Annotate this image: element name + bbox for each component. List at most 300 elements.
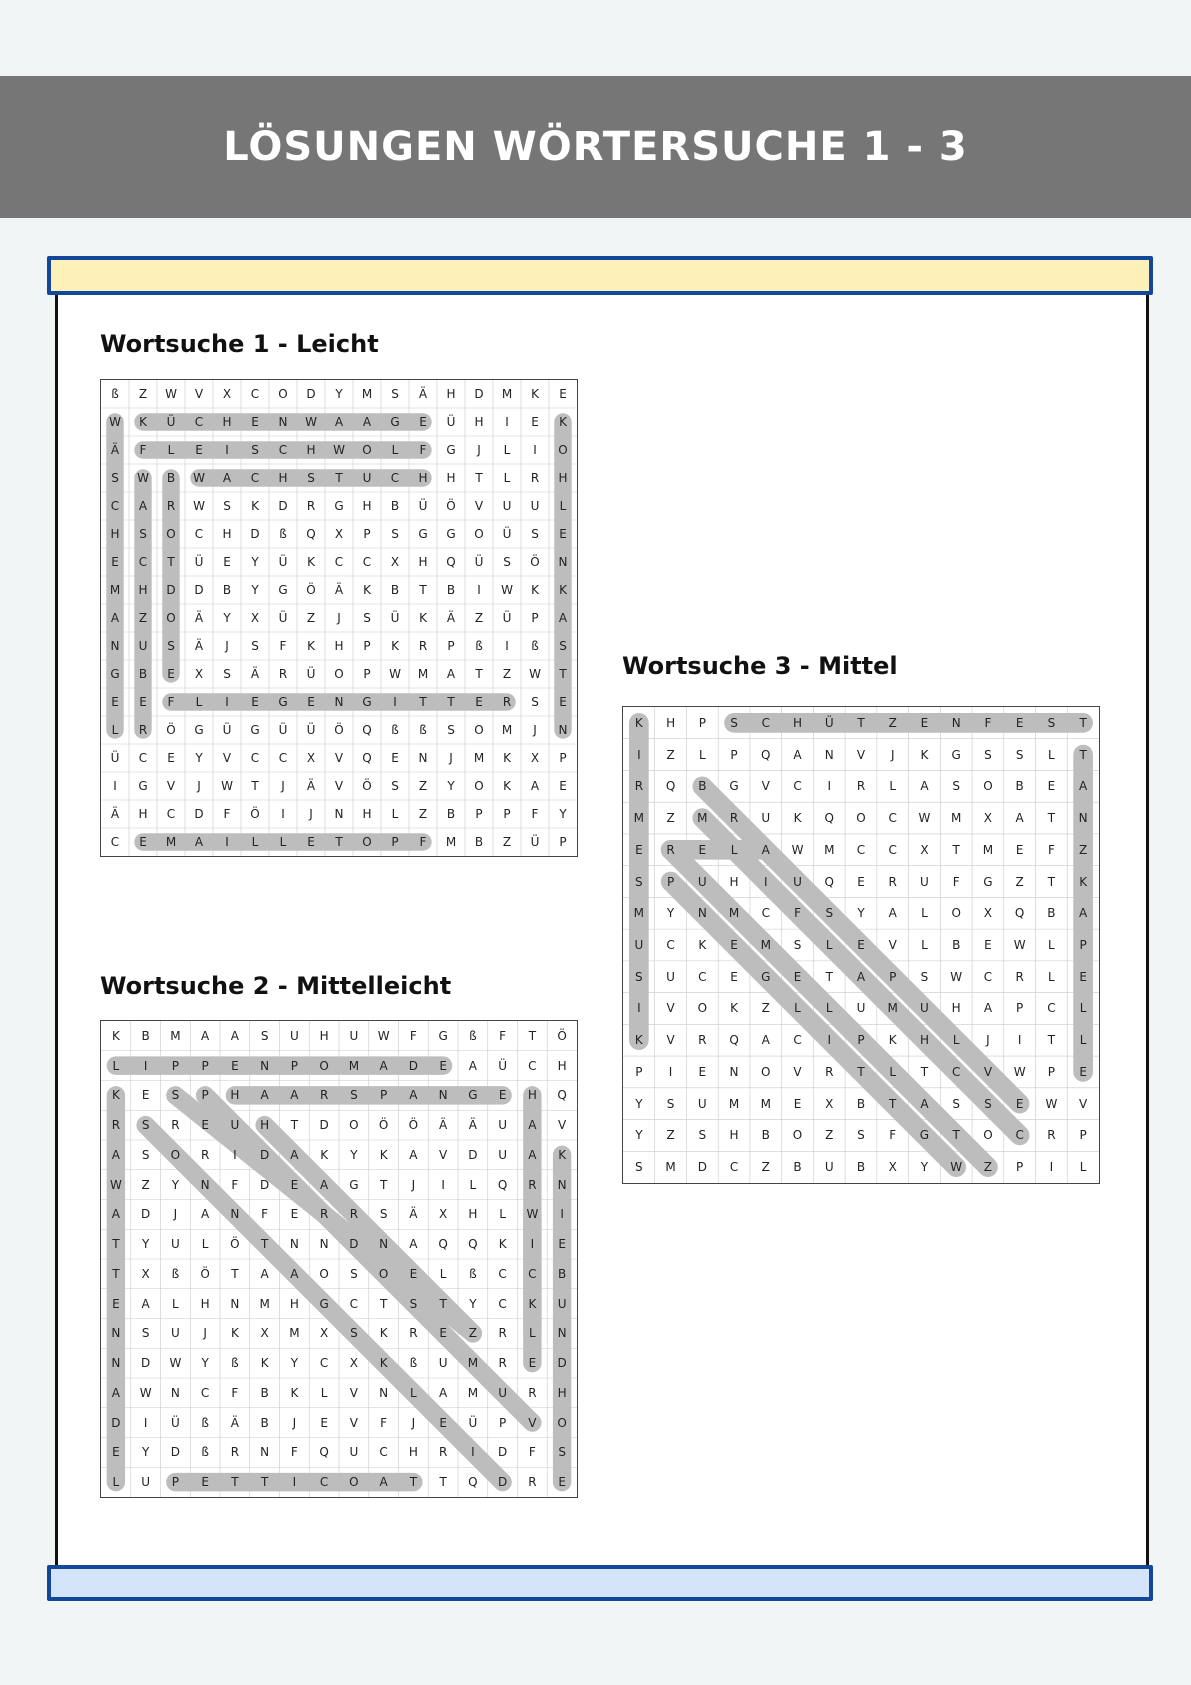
grid-letter: A xyxy=(920,779,929,794)
grid-letter: V xyxy=(194,387,204,401)
grid-letter: H xyxy=(138,807,148,821)
header-banner xyxy=(0,76,1191,218)
grid-letter: C xyxy=(166,807,176,821)
grid-letter: A xyxy=(201,1028,210,1043)
grid-letter: X xyxy=(983,811,993,826)
grid-letter: S xyxy=(251,443,259,457)
grid-letter: Ö xyxy=(200,1266,210,1281)
grid-letter: G xyxy=(418,527,428,541)
grid-letter: M xyxy=(760,937,771,952)
grid-letter: E xyxy=(857,874,865,889)
grid-letter: O xyxy=(334,667,344,681)
grid-letter: E xyxy=(112,1445,120,1460)
grid-letter: G xyxy=(250,723,260,737)
grid-letter: Ü xyxy=(194,555,204,569)
grid-letter: T xyxy=(335,835,343,849)
grid-letter: I xyxy=(533,443,537,457)
grid-letter: F xyxy=(409,1028,417,1043)
grid-letter: Y xyxy=(171,1177,180,1192)
grid-letter: S xyxy=(857,1128,865,1143)
grid-letter: Y xyxy=(447,779,455,793)
grid-letter: Z xyxy=(468,1326,477,1341)
grid-letter: Ü xyxy=(530,835,540,849)
grid-letter: K xyxy=(634,715,643,730)
grid-letter: T xyxy=(409,1475,418,1490)
grid-letter: H xyxy=(446,471,456,485)
grid-letter: U xyxy=(824,1160,834,1175)
grid-letter: V xyxy=(666,1001,675,1016)
grid-letter: K xyxy=(503,779,511,793)
grid-letter: J xyxy=(292,1415,297,1430)
grid-letter: L xyxy=(889,1064,897,1079)
grid-letter: A xyxy=(290,1266,299,1281)
grid-letter: U xyxy=(141,1475,151,1490)
grid-letter: S xyxy=(223,499,231,513)
grid-letter: N xyxy=(951,715,961,730)
grid-letter: H xyxy=(557,1058,567,1073)
grid-letter: T xyxy=(439,1296,447,1311)
grid-letter: O xyxy=(558,443,568,457)
grid-letter: R xyxy=(634,779,644,794)
grid-letter: S xyxy=(171,1088,180,1103)
grid-letter: O xyxy=(474,779,484,793)
grid-letter: T xyxy=(1047,811,1056,826)
grid-letter: P xyxy=(201,1058,209,1073)
grid-letter: R xyxy=(278,667,288,681)
grid-letter: R xyxy=(856,779,866,794)
grid-letter: Y xyxy=(201,1356,209,1371)
grid-letter: Ü xyxy=(502,611,512,625)
grid-letter: G xyxy=(729,779,739,794)
grid-letter: ß xyxy=(111,387,119,401)
grid-letter: I xyxy=(1017,1033,1022,1048)
grid-letter: N xyxy=(260,1058,270,1073)
grid-letter: V xyxy=(474,499,484,513)
grid-letter: P xyxy=(730,747,738,762)
grid-letter: B xyxy=(856,1096,866,1111)
grid-letter: M xyxy=(348,1058,360,1073)
grid-letter: B xyxy=(698,779,707,794)
grid-letter: E xyxy=(698,842,707,857)
grid-letter: B xyxy=(952,937,961,952)
grid-letter: O xyxy=(557,1415,567,1430)
grid-letter: C xyxy=(698,969,707,984)
grid-letter: B xyxy=(761,1128,770,1143)
grid-letter: F xyxy=(528,1445,536,1460)
grid-letter: J xyxy=(337,611,341,625)
grid-letter: E xyxy=(531,415,539,429)
grid-letter: S xyxy=(141,1326,150,1341)
grid-letter: R xyxy=(171,1118,180,1133)
grid-letter: E xyxy=(307,695,315,709)
grid-letter: N xyxy=(230,1207,240,1222)
grid-letter: Ü xyxy=(306,723,316,737)
grid-letter: R xyxy=(438,1445,448,1460)
grid-letter: T xyxy=(825,969,833,984)
grid-letter: S xyxy=(698,1128,707,1143)
grid-letter: B xyxy=(1047,906,1056,921)
grid-letter: W xyxy=(529,667,541,681)
grid-letter: F xyxy=(223,807,231,821)
grid-letter: M xyxy=(467,1385,479,1400)
grid-letter: I xyxy=(225,835,229,849)
grid-letter: H xyxy=(666,715,676,730)
grid-letter: F xyxy=(419,443,427,457)
grid-letter: L xyxy=(469,1177,477,1192)
grid-letter: P xyxy=(171,1058,179,1073)
grid-letter: S xyxy=(391,527,399,541)
grid-letter: X xyxy=(349,1356,358,1371)
grid-letter: X xyxy=(439,1207,448,1222)
grid-letter: Ü xyxy=(110,751,120,765)
grid-letter: T xyxy=(857,1064,865,1079)
grid-letter: E xyxy=(112,1296,120,1311)
grid-letter: F xyxy=(531,807,539,821)
grid-letter: Y xyxy=(251,583,259,597)
grid-letter: Y xyxy=(141,1237,150,1252)
grid-letter: Q xyxy=(468,1475,478,1490)
grid-letter: C xyxy=(138,751,148,765)
grid-letter: T xyxy=(920,1064,929,1079)
grid-letter: L xyxy=(279,835,287,849)
grid-letter: C xyxy=(250,471,260,485)
grid-letter: S xyxy=(391,387,399,401)
grid-letter: N xyxy=(260,1445,270,1460)
grid-letter: H xyxy=(418,471,428,485)
grid-letter: E xyxy=(223,555,231,569)
grid-letter: Ü xyxy=(278,611,288,625)
grid-letter: Ä xyxy=(446,611,456,625)
grid-letter: T xyxy=(475,667,483,681)
grid-letter: Ä xyxy=(194,639,204,653)
grid-letter: C xyxy=(110,499,120,513)
grid-letter: N xyxy=(697,906,707,921)
grid-letter: C xyxy=(349,1296,359,1311)
grid-letter: H xyxy=(306,443,316,457)
grid-letter: I xyxy=(477,583,481,597)
grid-letter: Ä xyxy=(468,1118,477,1133)
grid-letter: K xyxy=(260,1356,269,1371)
grid-letter: K xyxy=(111,1028,120,1043)
grid-letter: E xyxy=(195,443,203,457)
grid-letter: E xyxy=(201,1475,209,1490)
grid-letter: R xyxy=(498,1326,507,1341)
grid-letter: P xyxy=(559,835,567,849)
grid-letter: C xyxy=(983,969,993,984)
grid-letter: M xyxy=(887,1001,898,1016)
grid-letter: T xyxy=(379,1177,388,1192)
grid-letter: B xyxy=(260,1415,269,1430)
grid-letter: A xyxy=(409,1088,418,1103)
grid-letter: X xyxy=(250,611,260,625)
grid-letter: Ö xyxy=(446,499,456,513)
grid-letter: C xyxy=(110,835,120,849)
grid-letter: I xyxy=(143,1058,148,1073)
grid-letter: P xyxy=(1079,937,1087,952)
grid-letter: Q xyxy=(438,1237,448,1252)
grid-letter: G xyxy=(194,723,204,737)
grid-letter: N xyxy=(824,747,834,762)
grid-letter: W xyxy=(165,387,177,401)
grid-letter: O xyxy=(378,1266,389,1281)
grid-letter: H xyxy=(222,415,232,429)
grid-letter: Q xyxy=(497,1177,508,1192)
grid-letter: S xyxy=(167,639,175,653)
grid-letter: A xyxy=(439,1385,448,1400)
grid-letter: Ü xyxy=(306,667,316,681)
grid-letter: F xyxy=(167,695,175,709)
grid-letter: S xyxy=(379,1207,388,1222)
grid-letter: M xyxy=(633,811,645,826)
grid-letter: Ü xyxy=(502,527,512,541)
grid-letter: E xyxy=(139,695,147,709)
grid-letter: Y xyxy=(559,807,567,821)
grid-letter: ß xyxy=(279,527,287,541)
grid-letter: T xyxy=(419,583,427,597)
grid-letter: X xyxy=(260,1326,269,1341)
grid-letter: T xyxy=(231,1475,239,1490)
grid-letter: U xyxy=(502,499,512,513)
grid-letter: O xyxy=(166,527,176,541)
grid-letter: Q xyxy=(729,1033,739,1048)
grid-letter: L xyxy=(730,842,738,857)
grid-letter: C xyxy=(729,1160,739,1175)
grid-letter: D xyxy=(141,1207,151,1222)
grid-letter: E xyxy=(167,667,175,681)
grid-letter: T xyxy=(439,1475,447,1490)
grid-letter: U xyxy=(856,1001,866,1016)
grid-letter: Y xyxy=(635,1096,643,1111)
grid-letter: ß xyxy=(231,1356,239,1371)
grid-letter: Ä xyxy=(334,583,344,597)
grid-letter: J xyxy=(203,1326,207,1341)
grid-letter: P xyxy=(635,1064,643,1079)
grid-letter: I xyxy=(393,695,397,709)
grid-letter: W xyxy=(389,667,401,681)
grid-letter: C xyxy=(888,811,897,826)
grid-letter: Y xyxy=(251,555,259,569)
grid-letter: C xyxy=(528,1058,537,1073)
grid-letter: E xyxy=(558,1237,566,1252)
grid-letter: G xyxy=(110,667,120,681)
grid-letter: K xyxy=(379,1356,388,1371)
grid-letter: S xyxy=(409,1296,418,1311)
grid-letter: T xyxy=(231,1266,239,1281)
grid-letter: D xyxy=(557,1356,567,1371)
grid-letter: Q xyxy=(362,723,372,737)
grid-letter: A xyxy=(468,1058,477,1073)
grid-letter: L xyxy=(889,779,897,794)
grid-letter: E xyxy=(559,387,567,401)
grid-letter: L xyxy=(529,1326,536,1341)
grid-letter: A xyxy=(110,611,120,625)
grid-letter: A xyxy=(920,1096,929,1111)
grid-letter: F xyxy=(889,1128,897,1143)
grid-letter: A xyxy=(362,415,372,429)
grid-letter: Z xyxy=(761,1001,770,1016)
grid-letter: Z xyxy=(761,1160,770,1175)
grid-letter: P xyxy=(559,751,567,765)
grid-letter: S xyxy=(363,611,371,625)
grid-letter: Ä xyxy=(418,387,428,401)
grid-letter: C xyxy=(319,1356,329,1371)
grid-letter: A xyxy=(793,747,802,762)
grid-letter: E xyxy=(141,1088,150,1103)
grid-letter: H xyxy=(110,527,120,541)
grid-letter: A xyxy=(222,471,232,485)
grid-letter: L xyxy=(1079,1001,1087,1016)
grid-letter: D xyxy=(260,1177,270,1192)
grid-letter: F xyxy=(499,1028,507,1043)
grid-letter: G xyxy=(761,969,771,984)
grid-letter: A xyxy=(111,1385,120,1400)
grid-letter: R xyxy=(528,1475,537,1490)
grid-letter: A xyxy=(290,1088,299,1103)
grid-letter: I xyxy=(827,1033,832,1048)
grid-letter: G xyxy=(390,415,400,429)
grid-letter: J xyxy=(411,1415,416,1430)
grid-letter: C xyxy=(278,443,288,457)
grid-letter: I xyxy=(530,1237,535,1252)
grid-letter: E xyxy=(559,695,567,709)
grid-letter: L xyxy=(698,747,706,762)
grid-letter: C xyxy=(250,751,260,765)
grid-letter: N xyxy=(438,1088,448,1103)
grid-letter: L xyxy=(439,1266,447,1281)
grid-letter: A xyxy=(138,499,148,513)
grid-letter: ß xyxy=(469,1266,477,1281)
grid-letter: C xyxy=(1047,1001,1056,1016)
grid-letter: N xyxy=(230,1296,240,1311)
grid-letter: M xyxy=(697,811,708,826)
grid-letter: X xyxy=(983,906,993,921)
grid-letter: U xyxy=(498,1118,508,1133)
grid-letter: A xyxy=(409,1237,418,1252)
grid-letter: Y xyxy=(666,906,675,921)
grid-letter: Ä xyxy=(306,779,316,793)
grid-letter: E xyxy=(528,1356,537,1371)
grid-letter: C xyxy=(200,1385,210,1400)
grid-letter: F xyxy=(231,1177,239,1192)
grid-letter: P xyxy=(1016,1160,1024,1175)
grid-letter: K xyxy=(1079,874,1088,889)
grid-letter: X xyxy=(320,1326,329,1341)
grid-letter: X xyxy=(194,667,204,681)
grid-letter: P xyxy=(1047,1064,1056,1079)
grid-letter: T xyxy=(260,1475,269,1490)
grid-letter: N xyxy=(379,1237,389,1252)
grid-letter: B xyxy=(260,1385,269,1400)
grid-letter: N xyxy=(111,1356,121,1371)
grid-letter: X xyxy=(888,1160,897,1175)
grid-letter: A xyxy=(290,1147,299,1162)
grid-letter: C xyxy=(793,779,802,794)
grid-letter: E xyxy=(251,695,259,709)
grid-letter: T xyxy=(290,1118,299,1133)
grid-letter: E xyxy=(307,835,315,849)
grid-letter: C xyxy=(250,387,260,401)
grid-letter: C xyxy=(194,415,204,429)
grid-letter: P xyxy=(363,639,371,653)
grid-letter: K xyxy=(730,1001,738,1016)
grid-letter: W xyxy=(109,415,121,429)
grid-letter: K xyxy=(391,639,399,653)
grid-letter: Q xyxy=(468,1237,478,1252)
grid-letter: D xyxy=(349,1237,359,1252)
grid-letter: Q xyxy=(824,874,834,889)
grid-letter: P xyxy=(363,527,371,541)
grid-letter: I xyxy=(764,874,768,889)
grid-letter: H xyxy=(468,1207,478,1222)
grid-letter: B xyxy=(1015,779,1024,794)
grid-letter: J xyxy=(225,639,229,653)
grid-letter: K xyxy=(634,1033,643,1048)
grid-letter: S xyxy=(141,1147,150,1162)
grid-letter: Ö xyxy=(166,723,176,737)
grid-letter: F xyxy=(380,1415,388,1430)
grid-letter: K xyxy=(793,811,802,826)
grid-letter: R xyxy=(349,1207,359,1222)
grid-letter: F xyxy=(952,874,960,889)
grid-letter: Z xyxy=(306,611,316,625)
grid-letter: T xyxy=(1047,874,1056,889)
grid-letter: J xyxy=(533,723,537,737)
grid-letter: E xyxy=(635,842,643,857)
grid-letter: O xyxy=(983,779,993,794)
grid-letter: O xyxy=(362,443,372,457)
grid-letter: S xyxy=(730,715,738,730)
grid-letter: E xyxy=(793,969,802,984)
grid-letter: R xyxy=(418,639,428,653)
grid-letter: Ö xyxy=(378,1118,389,1133)
grid-letter: K xyxy=(363,583,371,597)
grid-letter: C xyxy=(856,842,866,857)
grid-letter: A xyxy=(141,1296,150,1311)
grid-letter: V xyxy=(888,937,897,952)
grid-letter: P xyxy=(201,1088,209,1103)
grid-letter: I xyxy=(827,779,832,794)
grid-letter: L xyxy=(952,1033,960,1048)
grid-letter: W xyxy=(950,969,963,984)
grid-letter: S xyxy=(531,695,539,709)
grid-letter: Ü xyxy=(170,1415,180,1430)
grid-letter: ß xyxy=(469,1028,477,1043)
grid-letter: K xyxy=(379,1326,388,1341)
grid-letter: A xyxy=(320,1177,329,1192)
grid-letter: Q xyxy=(446,555,456,569)
grid-letter: A xyxy=(260,1266,269,1281)
grid-letter: Z xyxy=(1079,842,1088,857)
grid-letter: Q xyxy=(319,1445,329,1460)
grid-letter: Ü xyxy=(468,1415,478,1430)
grid-letter: X xyxy=(222,387,232,401)
grid-letter: U xyxy=(634,937,644,952)
grid-letter: U xyxy=(920,1001,929,1016)
grid-letter: H xyxy=(446,387,456,401)
grid-letter: M xyxy=(728,906,740,921)
grid-letter: I xyxy=(113,779,117,793)
grid-letter: L xyxy=(410,1385,417,1400)
grid-letter: W xyxy=(221,779,233,793)
grid-letter: Ü xyxy=(390,611,400,625)
grid-letter: M xyxy=(170,1028,181,1043)
puzzle-1-grid xyxy=(100,379,578,857)
grid-letter: V xyxy=(439,1147,448,1162)
grid-letter: D xyxy=(170,1445,180,1460)
grid-letter: M xyxy=(473,751,485,765)
grid-letter: S xyxy=(260,1028,269,1043)
grid-letter: Ü xyxy=(446,415,456,429)
